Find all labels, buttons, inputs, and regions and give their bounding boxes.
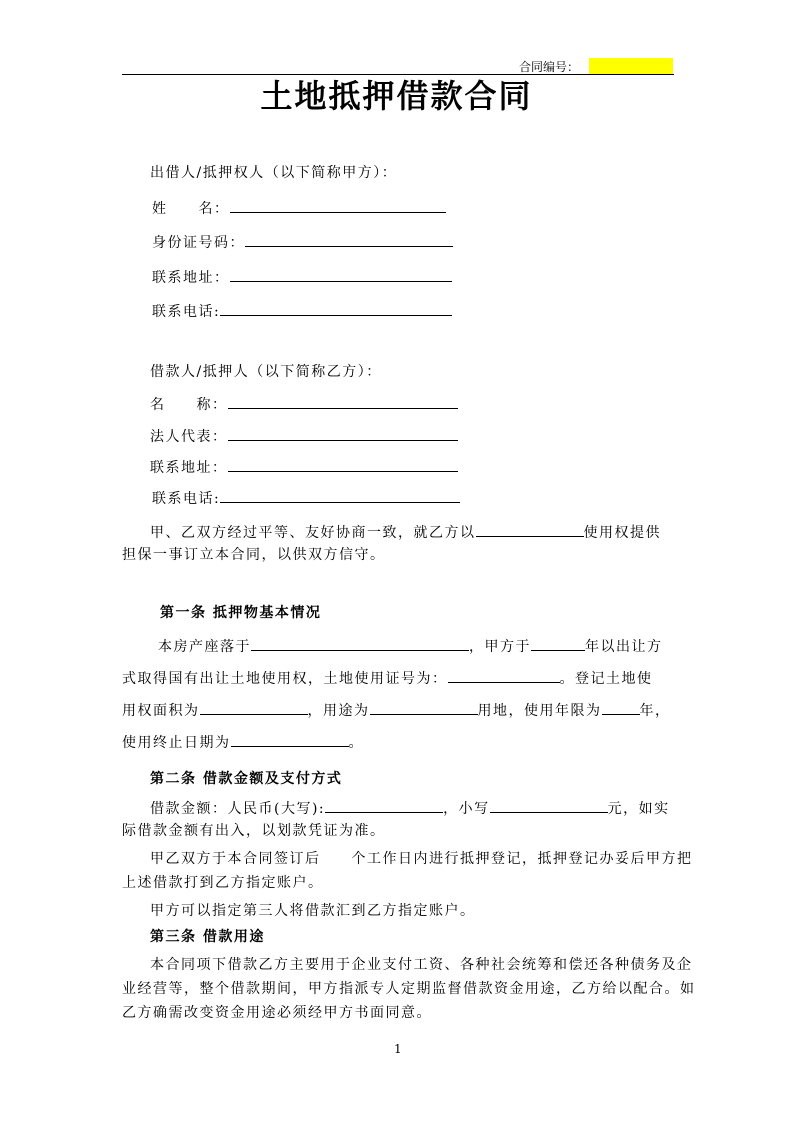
a1-text-1c: 年以出让方 bbox=[585, 639, 663, 655]
preamble-land-blank[interactable] bbox=[476, 522, 584, 537]
borrower-legal-rep-blank[interactable] bbox=[228, 426, 458, 441]
lender-heading: 出借人/抵押权人（以下简称甲方）： bbox=[150, 165, 398, 181]
lender-phone-row bbox=[152, 301, 452, 321]
article-3-line-3: 乙方确需改变资金用途必须经甲方书面同意。 bbox=[122, 1005, 432, 1021]
preamble-text-2: 使用权提供 bbox=[583, 525, 661, 541]
acquire-year-blank[interactable] bbox=[531, 636, 585, 651]
borrower-legal-rep-label: 法人代表： bbox=[150, 429, 228, 445]
article-2-line-5: 甲方可以指定第三人将借款汇到乙方指定账户。 bbox=[150, 903, 476, 919]
lender-phone-blank[interactable] bbox=[220, 301, 452, 316]
preamble-line-2: 担保一事订立本合同，以供双方信守。 bbox=[122, 547, 386, 563]
lender-address-row bbox=[152, 267, 452, 287]
article-2-line-1 bbox=[150, 798, 670, 818]
a2-text-1c: 元，如实 bbox=[607, 801, 670, 817]
lender-phone-label: 联系电话: bbox=[152, 304, 221, 320]
borrower-phone-row bbox=[152, 488, 460, 508]
a1-text-2a: 式取得国有出让土地使用权，土地使用证号为： bbox=[122, 671, 448, 687]
borrower-address-row bbox=[150, 457, 458, 477]
a1-text-1a: 本房产座落于 bbox=[158, 639, 251, 655]
document-title: 土地抵押借款合同 bbox=[260, 77, 533, 115]
a1-text-4a: 使用终止日期为 bbox=[122, 735, 231, 751]
borrower-name-blank[interactable] bbox=[228, 394, 458, 409]
borrower-legal-rep-row bbox=[150, 426, 458, 446]
preamble-line-1 bbox=[150, 522, 661, 542]
lender-address-label: 联系地址： bbox=[152, 270, 230, 286]
a1-text-3a: 用权面积为 bbox=[122, 703, 200, 719]
borrower-phone-blank[interactable] bbox=[220, 488, 460, 503]
borrower-phone-label: 联系电话: bbox=[152, 491, 221, 507]
preamble-text-1: 甲、乙双方经过平等、友好协商一致，就乙方以 bbox=[150, 525, 476, 541]
amount-figures-blank[interactable] bbox=[490, 798, 608, 813]
property-location-blank[interactable] bbox=[251, 636, 469, 651]
land-use-blank[interactable] bbox=[370, 700, 478, 715]
article-1-line-3 bbox=[122, 700, 671, 720]
borrower-heading: 借款人/抵押人（以下简称乙方）： bbox=[150, 364, 382, 380]
lender-name-label: 姓 名： bbox=[152, 201, 230, 217]
article-2-line-2: 际借款金额有出入，以划款凭证为准。 bbox=[122, 823, 386, 839]
borrower-name-row bbox=[150, 394, 458, 414]
a1-text-3c: 用地，使用年限为 bbox=[477, 703, 602, 719]
article-2-heading: 第二条 借款金额及支付方式 bbox=[150, 771, 343, 787]
land-certificate-blank[interactable] bbox=[448, 668, 560, 683]
lender-id-blank[interactable] bbox=[245, 232, 453, 247]
article-1-line-1 bbox=[158, 636, 663, 656]
amount-words-blank[interactable] bbox=[325, 798, 443, 813]
use-term-blank[interactable] bbox=[602, 700, 640, 715]
a1-text-3b: ，用途为 bbox=[307, 703, 370, 719]
article-2-line-3: 甲乙双方于本合同签订后 个工作日内进行抵押登记，抵押登记办妥后甲方把 bbox=[150, 851, 693, 867]
a1-text-4b: 。 bbox=[348, 735, 364, 751]
borrower-address-blank[interactable] bbox=[228, 457, 458, 472]
contract-number-label: 合同编号： bbox=[519, 60, 580, 74]
end-date-blank[interactable] bbox=[231, 732, 349, 747]
a2-text-1b: ，小写 bbox=[443, 801, 490, 817]
lender-name-blank[interactable] bbox=[230, 198, 446, 213]
article-3-heading: 第三条 借款用途 bbox=[150, 929, 265, 945]
article-3-line-1: 本合同项下借款乙方主要用于企业支付工资、各种社会统筹和偿还各种债务及企 bbox=[150, 957, 693, 973]
lender-id-row bbox=[152, 232, 453, 252]
lender-name-row bbox=[152, 198, 446, 218]
article-1-line-4 bbox=[122, 732, 364, 752]
a1-text-2b: 。登记土地使 bbox=[559, 671, 653, 687]
a1-text-3d: 年， bbox=[639, 703, 671, 719]
a1-text-1b: ，甲方于 bbox=[469, 639, 531, 655]
article-1-heading: 第一条 抵押物基本情况 bbox=[160, 605, 322, 621]
a2-text-1a: 借款金额：人民币(大写): bbox=[150, 801, 326, 817]
lender-id-label: 身份证号码： bbox=[152, 235, 245, 251]
contract-number-field[interactable] bbox=[589, 58, 673, 74]
article-3-line-2: 业经营等，整个借款期间，甲方指派专人定期监督借款资金用途，乙方给以配合。如 bbox=[122, 981, 696, 997]
borrower-name-label: 名 称： bbox=[150, 397, 228, 413]
article-2-line-4: 上述借款打到乙方指定账户。 bbox=[122, 875, 324, 891]
page-number: 1 bbox=[394, 1042, 402, 1056]
borrower-address-label: 联系地址： bbox=[150, 460, 228, 476]
article-1-line-2 bbox=[122, 668, 653, 688]
land-area-blank[interactable] bbox=[200, 700, 308, 715]
lender-address-blank[interactable] bbox=[230, 267, 452, 282]
